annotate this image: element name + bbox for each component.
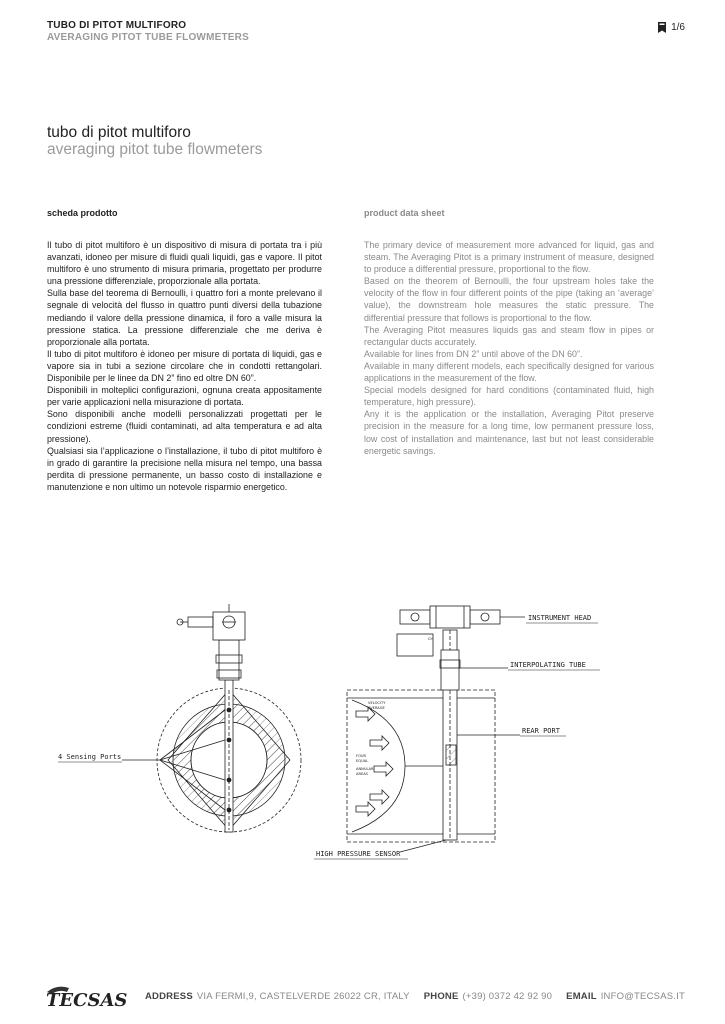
logo-text: TECSAS [46,990,128,1010]
velocity-label: VELOCITY [368,701,386,705]
pitot-tube-technical-drawing [40,600,700,865]
paragraph: Qualsiasi sia l’applicazione o l’installazione, il tubo di pitot multiforo è in grado di garantire la precisione nella misura nel tempo, una bassa perdita di pressione permanente, un basso costo di installazione e manutenzione e non ultimo un notevole risparmio energetico. [47,445,322,492]
paragraph: Special models designed for hard conditions (contaminated fluid, high temperature, high pressure). [364,385,654,408]
box-label: CH [428,637,434,641]
four-label: FOUR [356,754,367,758]
sensing-ports-label: 4 Sensing Ports [58,753,122,761]
paragraph: Disponibili in molteplici configurazioni, ognuna creata appositamente per varie applicazioni nella misurazione di portata. [47,385,322,408]
paragraph: The primary device of measurement more advanced for liquid, gas and steam. The Averaging Pitot is a primary instrument of measure, designed to produce a differential pressure, proportional to the flow. [364,240,654,275]
phone-label: PHONE [423,991,459,1002]
cross-section-view [122,604,301,832]
tecsas-logo [43,982,129,1010]
document-page-icon [658,22,666,33]
address-label: ADDRESS [145,991,193,1002]
document-title: TUBO DI PITOT MULTIFORO [47,20,187,31]
paragraph: Sulla base del teorema di Bernoulli, i quattro fori a monte prelevano il segnale di velocità del flusso in quattro punti diversi della tubazione mediando il valore della pressione dinamica, il foro a valle misura la pressione statica. La pressione differenziale che me deriva è proporzionale alla portata. [47,288,322,347]
paragraph: Available for lines from DN 2” until above of the DN 60”. [364,348,583,359]
paragraph: The Averaging Pitot measures liquids gas and steam flow in pipes or rectangular ducts accurately. [364,324,654,347]
longitudinal-section-view [347,606,525,852]
body-text-english [364,239,654,457]
rear-port-label: REAR PORT [522,727,560,735]
areas-label: AREAS [356,772,368,776]
equal-label: EQUAL [356,759,369,763]
email-label: EMAIL [566,991,597,1002]
paragraph: Sono disponibili anche modelli personalizzati progettati per le condizioni estreme (fluidi contaminati, ad alta temperatura e ad alta pressione). [47,409,322,444]
contact-footer [145,991,685,1002]
heading-english: averaging pitot tube flowmeters [47,141,263,158]
section-title-english: product data sheet [364,208,445,218]
paragraph: Based on the theorem of Bernoulli, the four upstream holes take the velocity of the flow in four different points of the pipe (taking an ‘average’ value), the downstream hole measures the static pressure. The differential pressure that follows is proportional to the flow. [364,276,654,323]
paragraph: Il tubo di pitot multiforo è idoneo per misure di portata di liquidi, gas e vapore sia in tubi a sezione circolare che in condotti rettangolari. Disponibile per le linee da DN 2” fino ed oltre DN 60”. [47,348,322,384]
email-value[interactable]: INFO@TECSAS.IT [600,991,685,1002]
document-subtitle: AVERAGING PITOT TUBE FLOWMETERS [47,32,249,43]
address-value: VIA FERMI,9, CASTELVERDE 26022 CR, ITALY [196,991,410,1002]
section-title-italian: scheda prodotto [47,208,118,218]
body-text-italian [47,239,322,493]
interpolating-tube-label: INTERPOLATING TUBE [510,661,586,669]
instrument-head-label: INSTRUMENT HEAD [528,614,592,622]
average-label: AVERAGE [368,706,385,710]
paragraph: Il tubo di pitot multiforo è un dispositivo di misura di portata tra i più avanzati, idoneo per misure di fluidi quali liquidi, gas e vapore. Il pitot multiforo è uno strumento di misura primaria, progettato per produrre una pressione differenziale, proporzionale alla portata. [47,240,322,287]
page-indicator [658,22,685,33]
annular-label: ANNULAR [356,767,374,771]
heading-italian: tubo di pitot multiforo [47,124,191,141]
phone-value[interactable]: (+39) 0372 42 92 90 [462,991,553,1002]
high-pressure-sensor-label: HIGH PRESSURE SENSOR [316,850,401,858]
paragraph: Available in many different models, each specifically designed for various applications in the measurement of the flow. [364,360,654,384]
page-number: 1/6 [671,22,685,33]
paragraph: Any it is the application or the installation, Averaging Pitot preserve precision in the measure for a long time, low permanent pressure loss, low cost of installation and maintenance, last but not least considerable energetic savings. [364,409,654,456]
